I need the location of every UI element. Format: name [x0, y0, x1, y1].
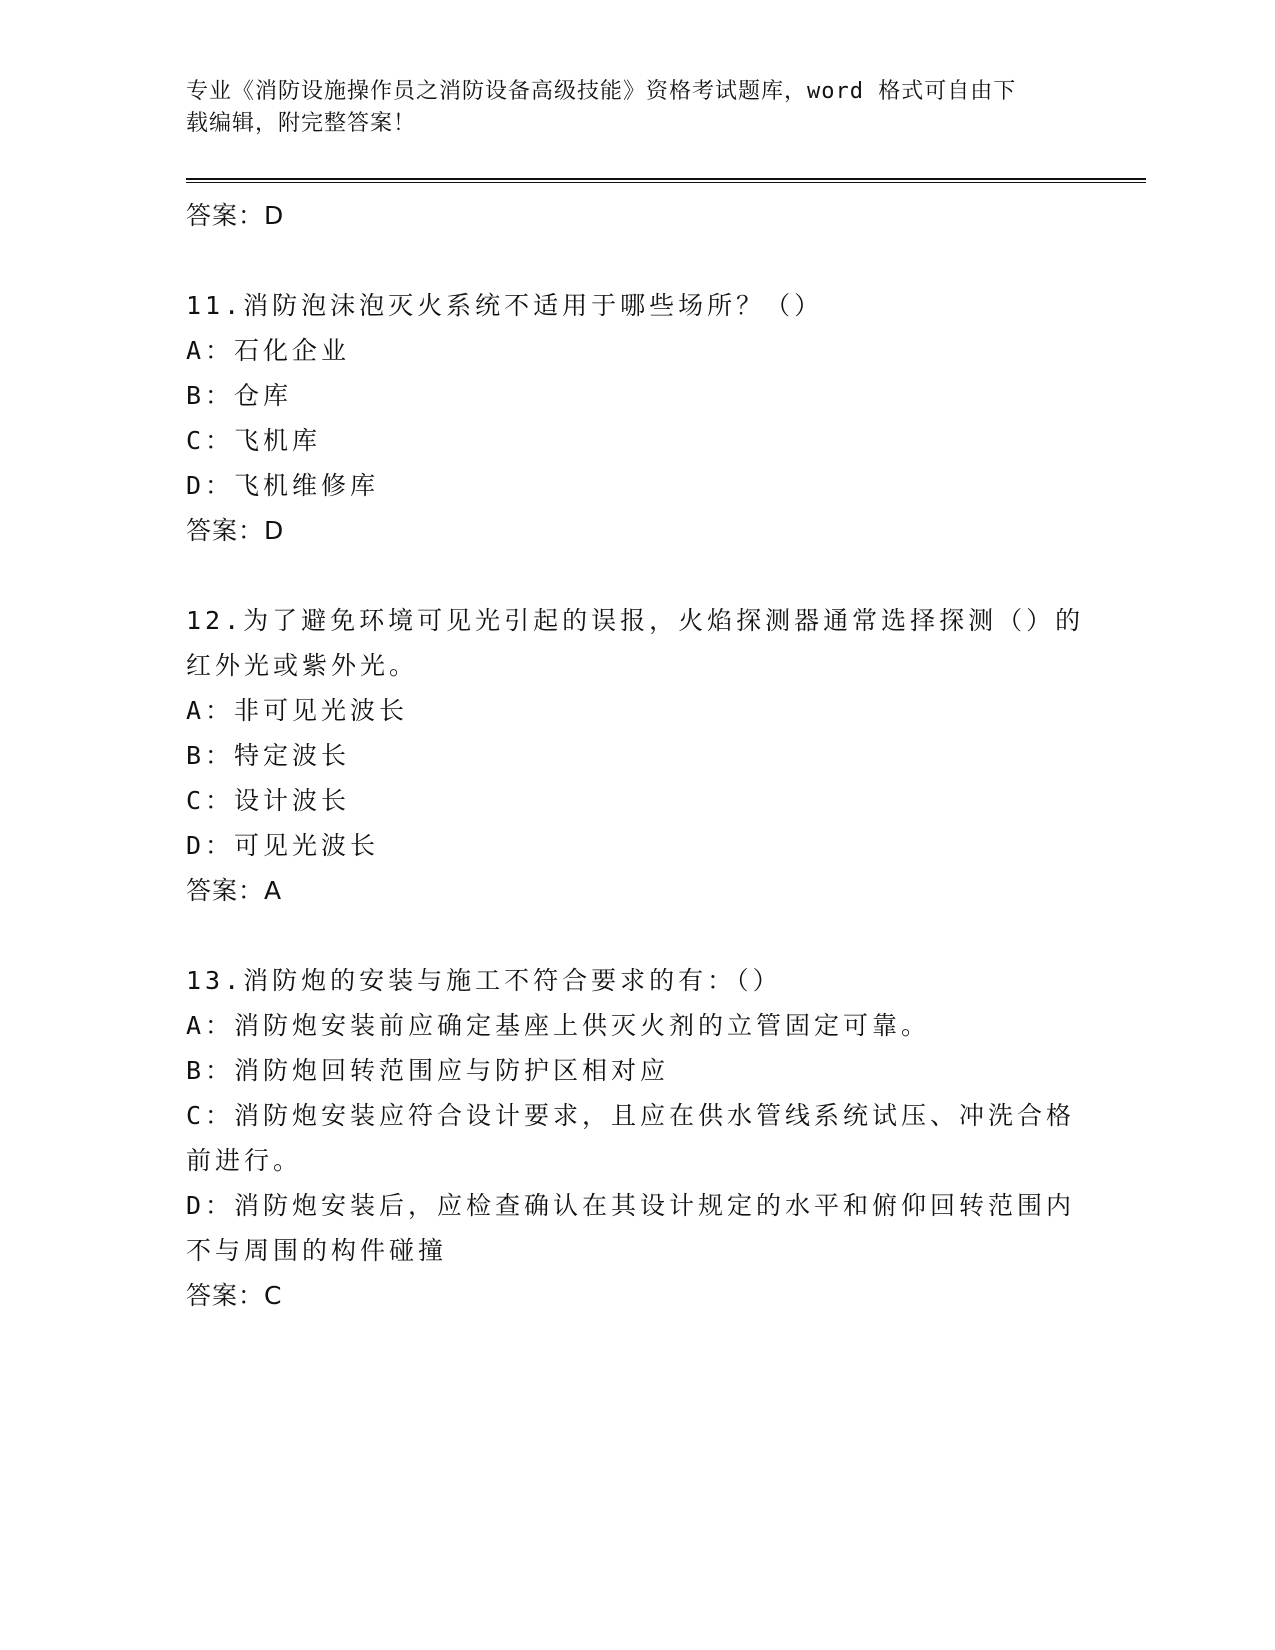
option-d: D：消防炮安装后，应检查确认在其设计规定的水平和俯仰回转范围内: [186, 1191, 1076, 1220]
option-c: C：设计波长: [186, 786, 351, 815]
question-13: [186, 958, 1146, 1318]
question-11: [186, 283, 1146, 553]
option-a: A：消防炮安装前应确定基座上供灭火剂的立管固定可靠。: [186, 1011, 931, 1040]
option-a: A：石化企业: [186, 336, 351, 365]
option-b: B：特定波长: [186, 741, 351, 770]
answer: 答案：A: [186, 876, 283, 905]
answer: 答案：D: [186, 516, 285, 545]
question-stem-line: 11.消防泡沫泡灭火系统不适用于哪些场所？（）: [186, 291, 824, 320]
option-c: C：飞机库: [186, 426, 322, 455]
option-c-continuation: 前进行。: [186, 1146, 303, 1175]
page-header: [186, 76, 1046, 140]
answer: 答案：C: [186, 1281, 283, 1310]
header-line-1: 专业《消防设施操作员之消防设备高级技能》资格考试题库，word 格式可自由下: [186, 79, 1017, 104]
option-b: B：消防炮回转范围应与防护区相对应: [186, 1056, 670, 1085]
option-c: C：消防炮安装应符合设计要求，且应在供水管线系统试压、冲洗合格: [186, 1101, 1076, 1130]
option-d: D：可见光波长: [186, 831, 380, 860]
option-d-continuation: 不与周围的构件碰撞: [186, 1236, 448, 1265]
question-stem-line: 红外光或紫外光。: [186, 651, 419, 680]
header-line-2: 载编辑，附完整答案！: [186, 111, 417, 136]
option-b: B：仓库: [186, 381, 293, 410]
question-stem-line: 13.消防炮的安装与施工不符合要求的有：（）: [186, 966, 782, 995]
header-divider: [186, 178, 1146, 183]
question-12: [186, 598, 1146, 913]
question-content: [186, 193, 1146, 1318]
option-a: A：非可见光波长: [186, 696, 409, 725]
question-stem-line: 12.为了避免环境可见光引起的误报，火焰探测器通常选择探测（）的: [186, 606, 1085, 635]
previous-answer: 答案：D: [186, 201, 285, 230]
option-d: D：飞机维修库: [186, 471, 380, 500]
